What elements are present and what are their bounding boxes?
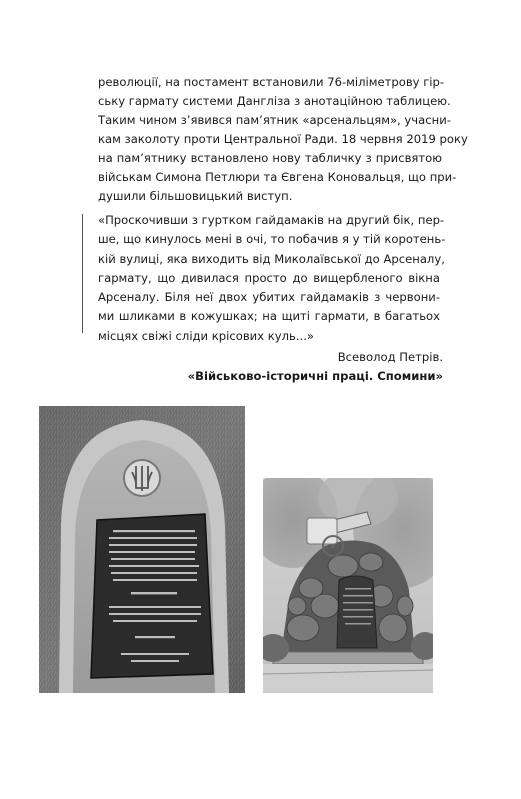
- body-line: на пам’ятнику встановлено нову табличку з присвятою: [98, 151, 442, 165]
- photo-memorial-plaque: [39, 406, 245, 693]
- attribution-work: «Військово-історичні праці. Спомини»: [187, 369, 443, 383]
- quote-line: гармату, що дивилася просто до вищербленого вікна: [98, 270, 440, 285]
- body-line: військам Симона Петлюри та Євгена Коновальця, що при-: [98, 170, 457, 184]
- quote-line: Арсеналу. Біля неї двох убитих гайдамаків з червони-: [98, 290, 440, 305]
- photo-monument-cannon-image: [263, 478, 433, 693]
- photo-memorial-plaque-image: [39, 406, 245, 693]
- quote-line: «Проскочивши з гуртком гайдамаків на другий бік, пер-: [98, 213, 445, 227]
- quote-text: [98, 211, 446, 346]
- attribution-author: Всеволод Петрів.: [337, 350, 443, 364]
- body-line: революції, на постамент встановили 76-міліметрову гір-: [98, 75, 445, 89]
- body-line: душили більшовицький виступ.: [98, 189, 293, 203]
- quote-line: місцях свіжі сліди крісових куль...»: [98, 328, 314, 343]
- quote-bar: [82, 214, 83, 333]
- quote-line: ми шликами в кожушках; на щиті гармати, в багатьох: [98, 309, 440, 324]
- photo-monument-cannon: [263, 478, 433, 693]
- quote-line: ше, що кинулось мені в очі, то побачив я у тій коротень-: [98, 232, 446, 247]
- attribution: [188, 348, 443, 386]
- body-line: кам заколоту проти Центральної Ради. 18 червня 2019 року: [98, 132, 468, 146]
- quote-block: [82, 211, 446, 343]
- quote-line: кій вулиці, яка виходить від Миколаївської до Арсеналу,: [98, 251, 445, 266]
- body-line: Таким чином з’явився пам’ятник «арсенальцям», учасни-: [98, 113, 451, 127]
- body-paragraph: [98, 73, 468, 206]
- body-line: ську гармату системи Данглізa з анотаційною таблицею.: [98, 94, 451, 108]
